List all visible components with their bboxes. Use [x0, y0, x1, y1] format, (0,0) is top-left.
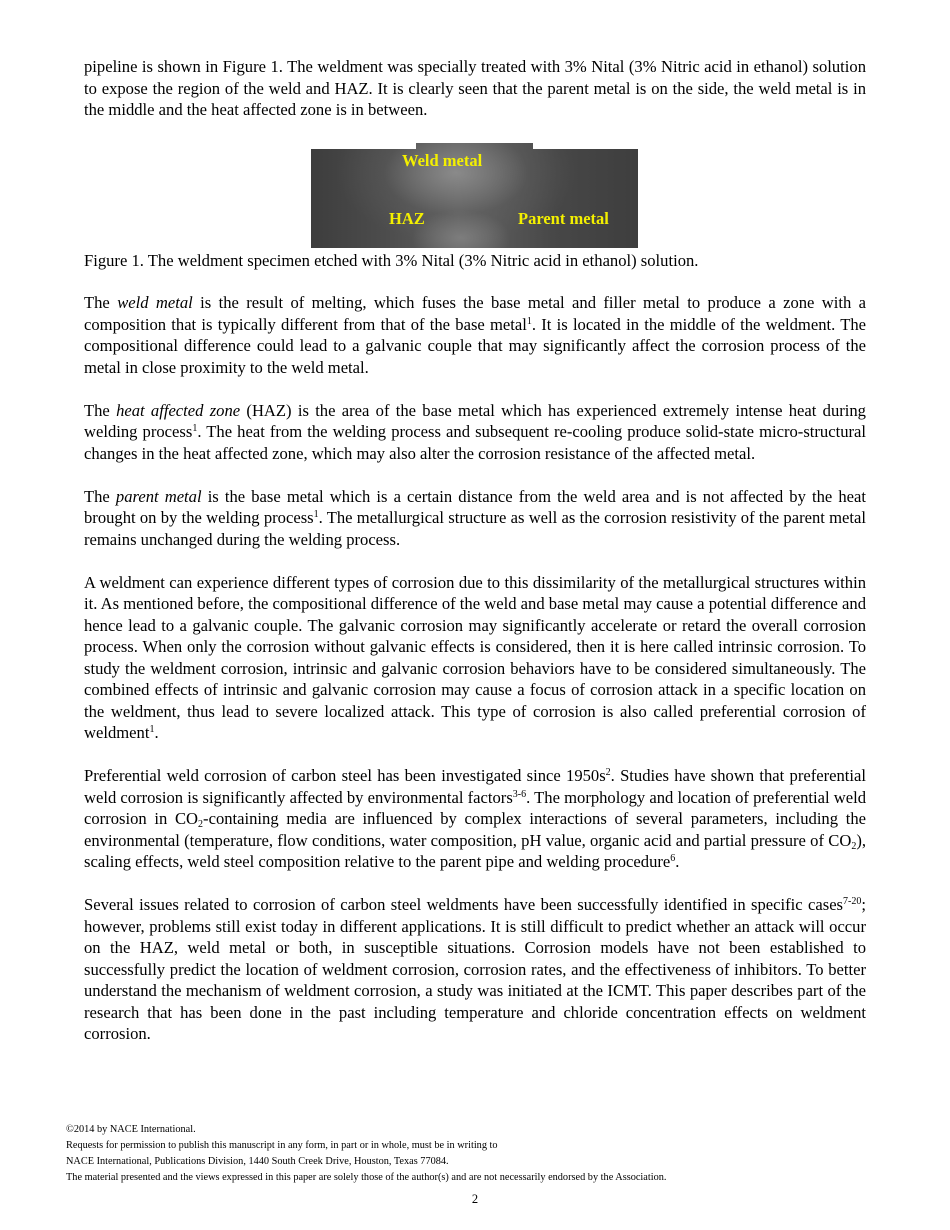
text-run: . [154, 723, 159, 742]
paragraph-preferential-corrosion [84, 765, 866, 873]
term-heat-affected-zone: heat affected zone [116, 400, 241, 420]
subscript: 2 [851, 840, 857, 852]
citation-ref: 1 [192, 423, 198, 434]
footer-line-address: NACE International, Publications Division, 1440 South Creek Drive, Houston, Texas 77084. [66, 1156, 449, 1167]
paragraph-issues [84, 894, 866, 1045]
subscript: 2 [198, 819, 204, 830]
paragraph-parent-metal [84, 486, 866, 551]
paragraph-weld-metal [84, 292, 866, 378]
text-run: . The morphology and location of preferential weld corrosion in CO [84, 787, 866, 828]
text-run: -containing media are influenced by complex interactions of several parameters, including the environmental (temperature, flow conditions, water composition, pH value, organic acid and partial pressure of CO [84, 809, 866, 850]
figure-caption: Figure 1. The weldment specimen etched with 3% Nital (3% Nitric acid in ethanol) solution. [84, 251, 699, 270]
text-run: Preferential weld corrosion of carbon steel has been investigated since 1950s [84, 766, 606, 785]
text-run: . The heat from the welding process and subsequent re-cooling produce solid-state micro-structural changes in the heat affected zone, which may also alter the corrosion resistance of the affected metal. [84, 422, 866, 463]
text-run: ; however, problems still exist today in different applications. It is still difficult to predict whether an attack will occur on the HAZ, weld metal or both, in susceptible situations. Corrosion models have not been established to successfully predict the location of weldment corrosion, corrosion rates, and the effectiveness of inhibitors. To better understand the mechanism of weldment corrosion, a study was initiated at the ICMT. This paper describes part of the research that has been done in the past including temperature and chloride concentration effects on weldment corrosion. [84, 895, 866, 1043]
footer-line-permission: Requests for permission to publish this manuscript in any form, in part or in whole, must be in writing to [66, 1140, 498, 1151]
term-parent-metal: parent metal [115, 486, 202, 506]
page-number: 2 [471, 1192, 479, 1206]
weldment-figure-image [311, 143, 638, 248]
figure-label-haz: HAZ [389, 209, 425, 228]
text-run: (HAZ) is the area of the base metal which has experienced extremely intense heat during welding process [84, 400, 866, 441]
image-notch-left [311, 143, 416, 149]
citation-ref: 1 [313, 509, 319, 520]
text-run: . [675, 852, 680, 871]
paragraph-weldment-corrosion [84, 572, 866, 744]
citation-ref: 1 [149, 724, 155, 735]
text-run: is the base metal which is a certain distance from the weld area and is not affected by the heat brought on by the welding process [84, 486, 867, 527]
citation-ref: 3-6 [512, 788, 527, 800]
citation-ref: 6 [670, 853, 676, 864]
text-run: The [84, 293, 118, 312]
paragraph-haz [84, 400, 866, 465]
footer-line-disclaimer: The material presented and the views expressed in this paper are solely those of the author(s) and are not necessarily endorsed by the Association. [66, 1172, 667, 1183]
figure-label-parent-metal: Parent metal [518, 209, 609, 228]
copyright-footer [66, 1122, 666, 1186]
citation-ref: 1 [526, 315, 532, 327]
citation-ref: 7-20 [843, 896, 862, 907]
text-run: A weldment can experience different types of corrosion due to this dissimilarity of the metallurgical structures within it. As mentioned before, the compositional difference of the weld and base metal may cause a potential difference and hence lead to a galvanic couple. The galvanic corrosion may significantly accelerate or retard the overall corrosion process. When only the corrosion without galvanic effects is considered, then it is here called intrinsic corrosion. To study the weldment corrosion, intrinsic and galvanic corrosion behaviors have to be considered simultaneously. The combined effects of intrinsic and galvanic corrosion may cause a focus of corrosion attack in a specific location on the weldment, thus lead to severe localized attack. This type of corrosion is also called preferential corrosion of weldment [84, 572, 866, 742]
footer-line-copyright: ©2014 by NACE International. [66, 1124, 196, 1135]
citation-ref: 2 [605, 767, 611, 778]
text-run: ), scaling effects, weld steel composition relative to the parent pipe and welding procedure [84, 830, 866, 871]
text-run: The [84, 486, 116, 506]
intro-paragraph: pipeline is shown in Figure 1. The weldment was specially treated with 3% Nital (3% Nitric acid in ethanol) solution to expose the region of the weld and HAZ. It is clearly seen that the parent metal is on the side, the weld metal is in the middle and the heat affected zone is in between. [84, 57, 866, 119]
text-run: . It is located in the middle of the weldment. The compositional difference could lead to a galvanic couple that may significantly affect the corrosion process of the metal in close proximity to the weld metal. [84, 314, 866, 377]
image-notch-right [533, 143, 638, 149]
text-run: . The metallurgical structure as well as the corrosion resistivity of the parent metal remains unchanged during the welding process. [84, 508, 866, 549]
text-run: is the result of melting, which fuses the base metal and filler metal to produce a zone with a composition that is typically different from that of the base metal [84, 293, 867, 334]
figure-label-weld-metal: Weld metal [402, 151, 483, 170]
text-run: Several issues related to corrosion of carbon steel weldments have been successfully identified in specific cases [84, 895, 844, 914]
body-text [84, 292, 866, 1045]
text-run: The [84, 400, 117, 420]
text-run: . Studies have shown that preferential weld corrosion is significantly affected by environmental factors [84, 766, 866, 807]
intro-section [84, 56, 866, 121]
term-weld-metal: weld metal [117, 293, 193, 312]
